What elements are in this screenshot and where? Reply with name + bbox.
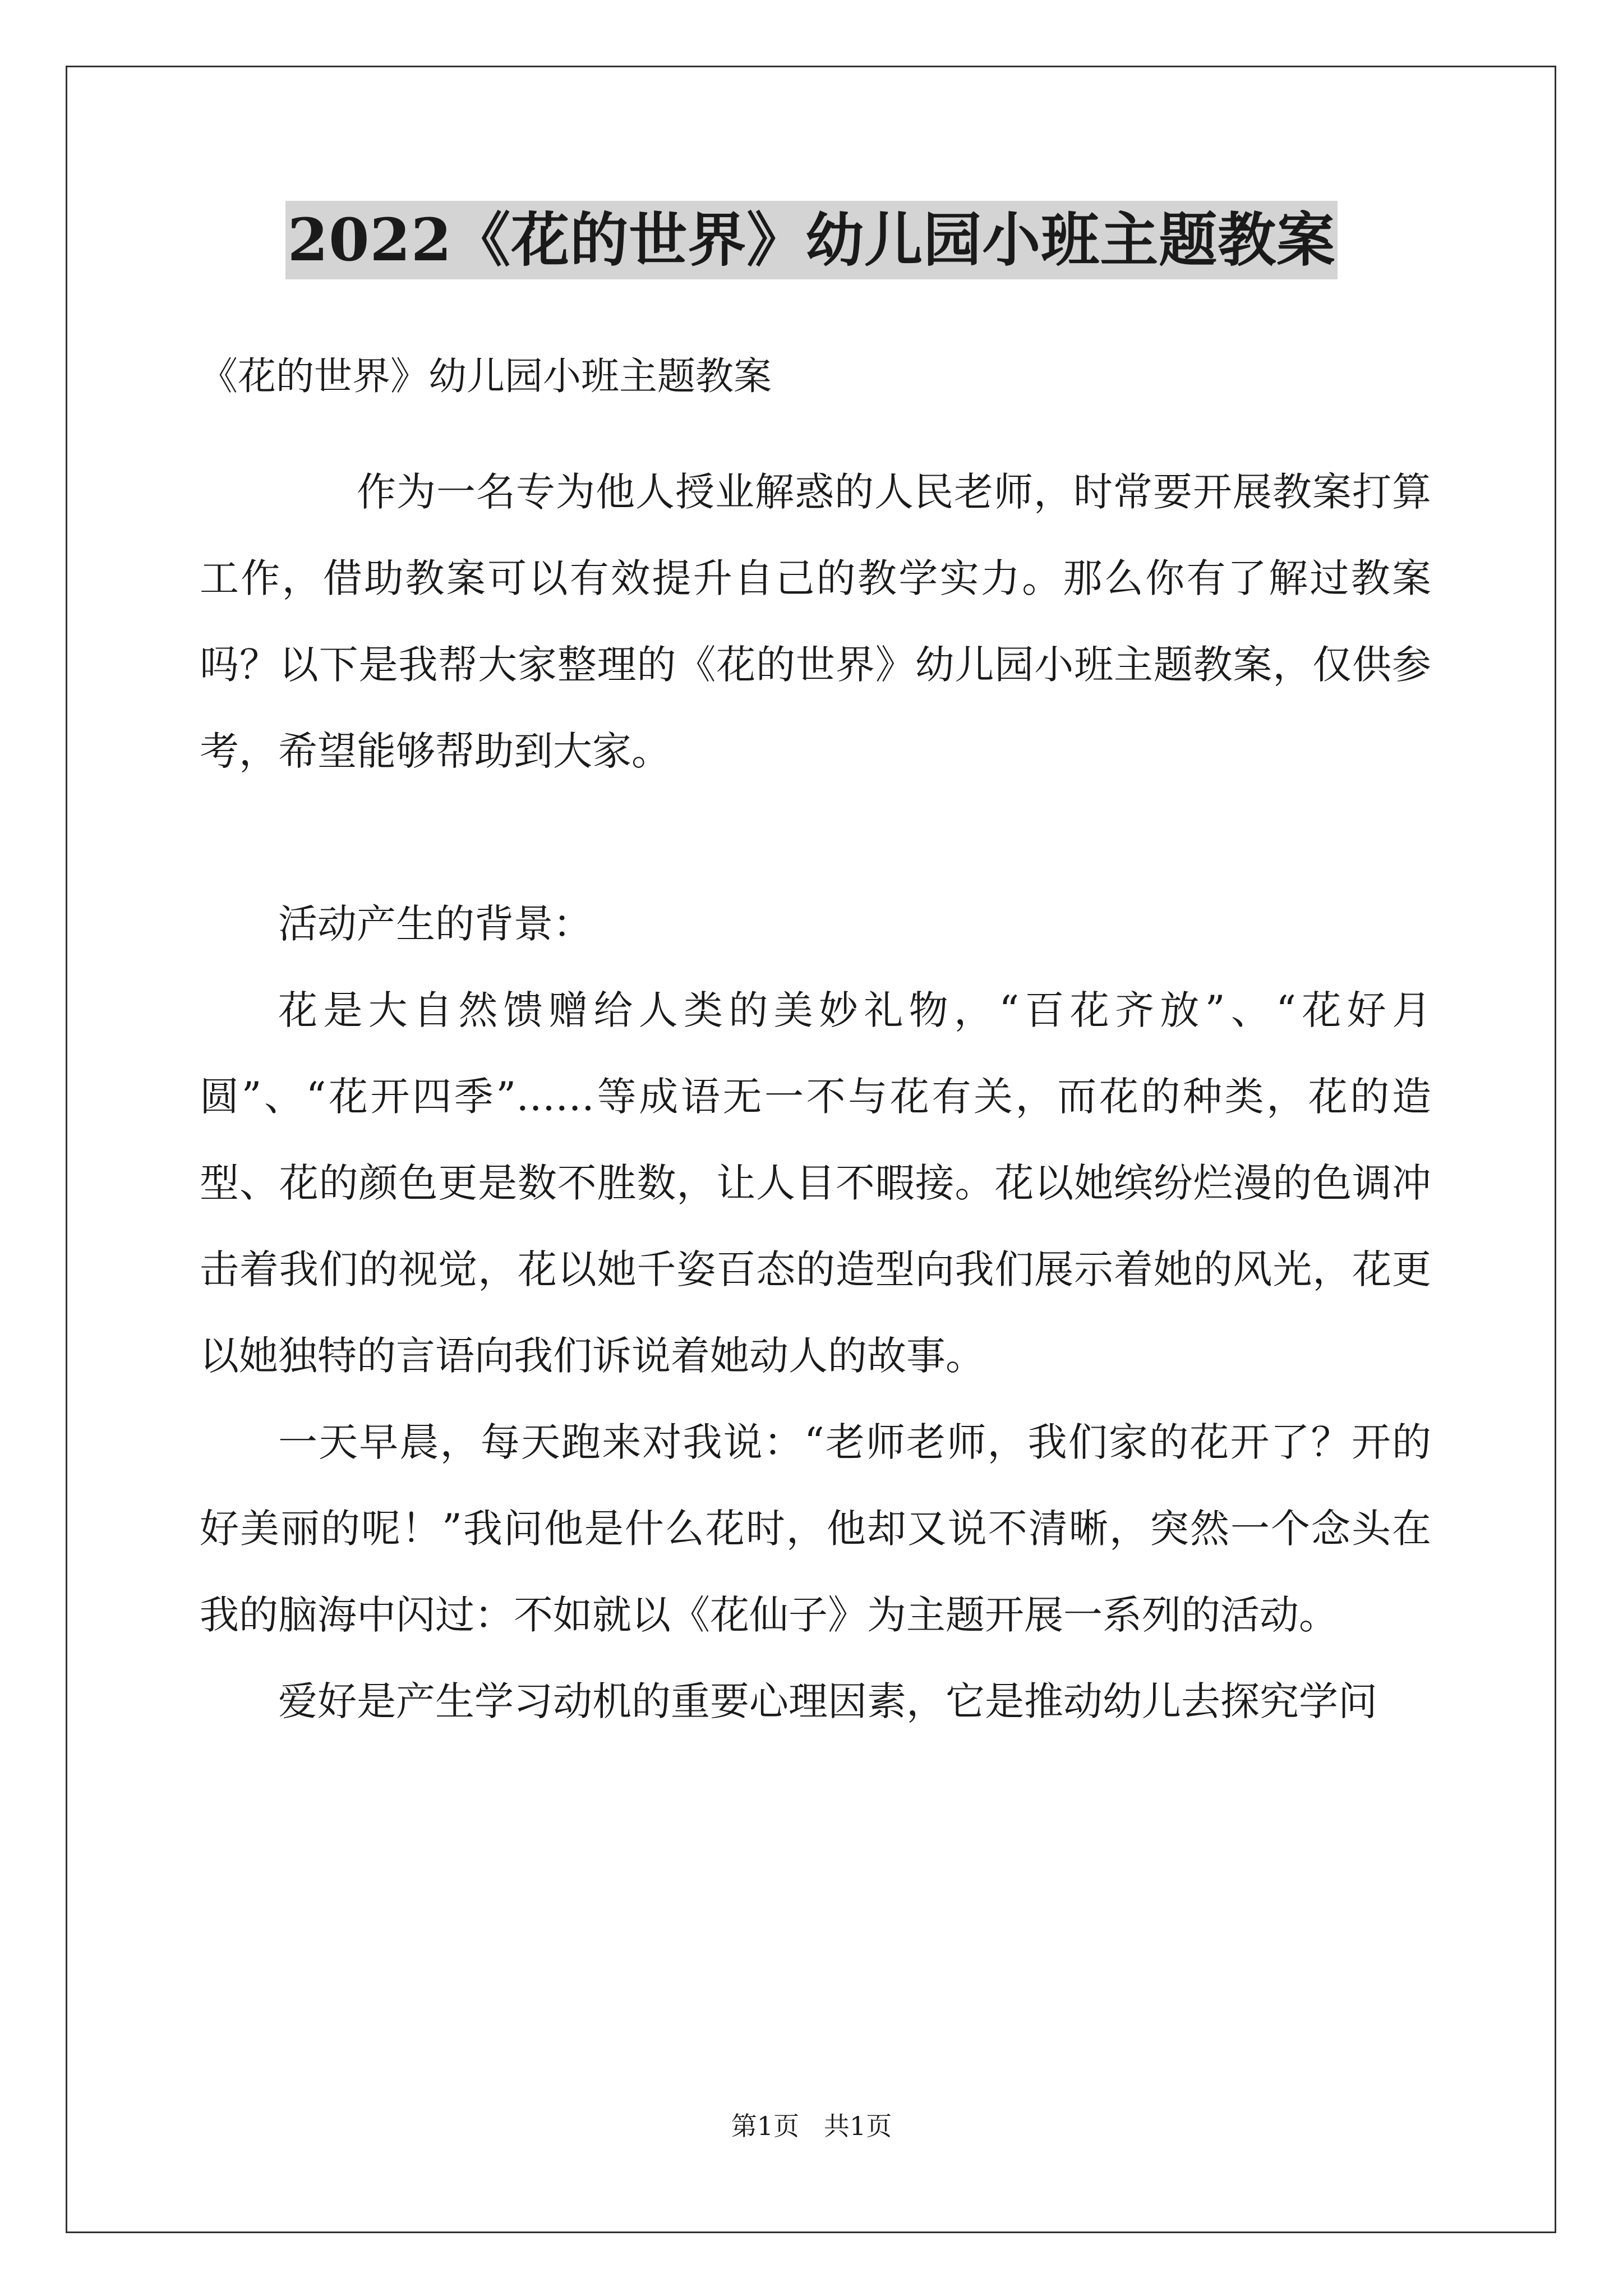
paragraph-morning: 一天早晨，每天跑来对我说：“老师老师，我们家的花开了？开的好美丽的呢！”我问他是什么花时，他却又说不清晰，突然一个念头在我的脑海中闪过：不如就以《花仙子》为主题开展一系列的活动。 bbox=[200, 1419, 1431, 1638]
paragraph-background-heading: 活动产生的背景： bbox=[278, 901, 592, 947]
paragraph-interest: 爱好是产生学习动机的重要心理因素，它是推动幼儿去探究学问 bbox=[278, 1678, 1377, 1724]
paragraph-intro: 作为一名专为他人授业解惑的人民老师，时常要开展教案打算工作，借助教案可以有效提升自己的教学实力。那么你有了解过教案吗？以下是我帮大家整理的《花的世界》幼儿园小班主题教案，仅供参考，希望能够帮助到大家。 bbox=[200, 469, 1431, 774]
title-container bbox=[0, 201, 1623, 279]
page-footer: 第1页 共1页 bbox=[731, 2111, 892, 2141]
document-subtitle: 《花的世界》幼儿园小班主题教案 bbox=[200, 355, 772, 399]
document-title: 2022《花的世界》幼儿园小班主题教案 bbox=[285, 201, 1338, 279]
paragraph-flowers: 花是大自然馈赠给人类的美妙礼物，“百花齐放”、“花好月圆”、“花开四季”……等成语无一不与花有关，而花的种类，花的造型、花的颜色更是数不胜数，让人目不暇接。花以她缤纷烂漫的色调冲击着我们的视觉，花以她千姿百态的造型向我们展示着她的风光，花更以她独特的言语向我们诉说着她动人的故事。 bbox=[200, 987, 1431, 1379]
document-body bbox=[200, 449, 1431, 1745]
